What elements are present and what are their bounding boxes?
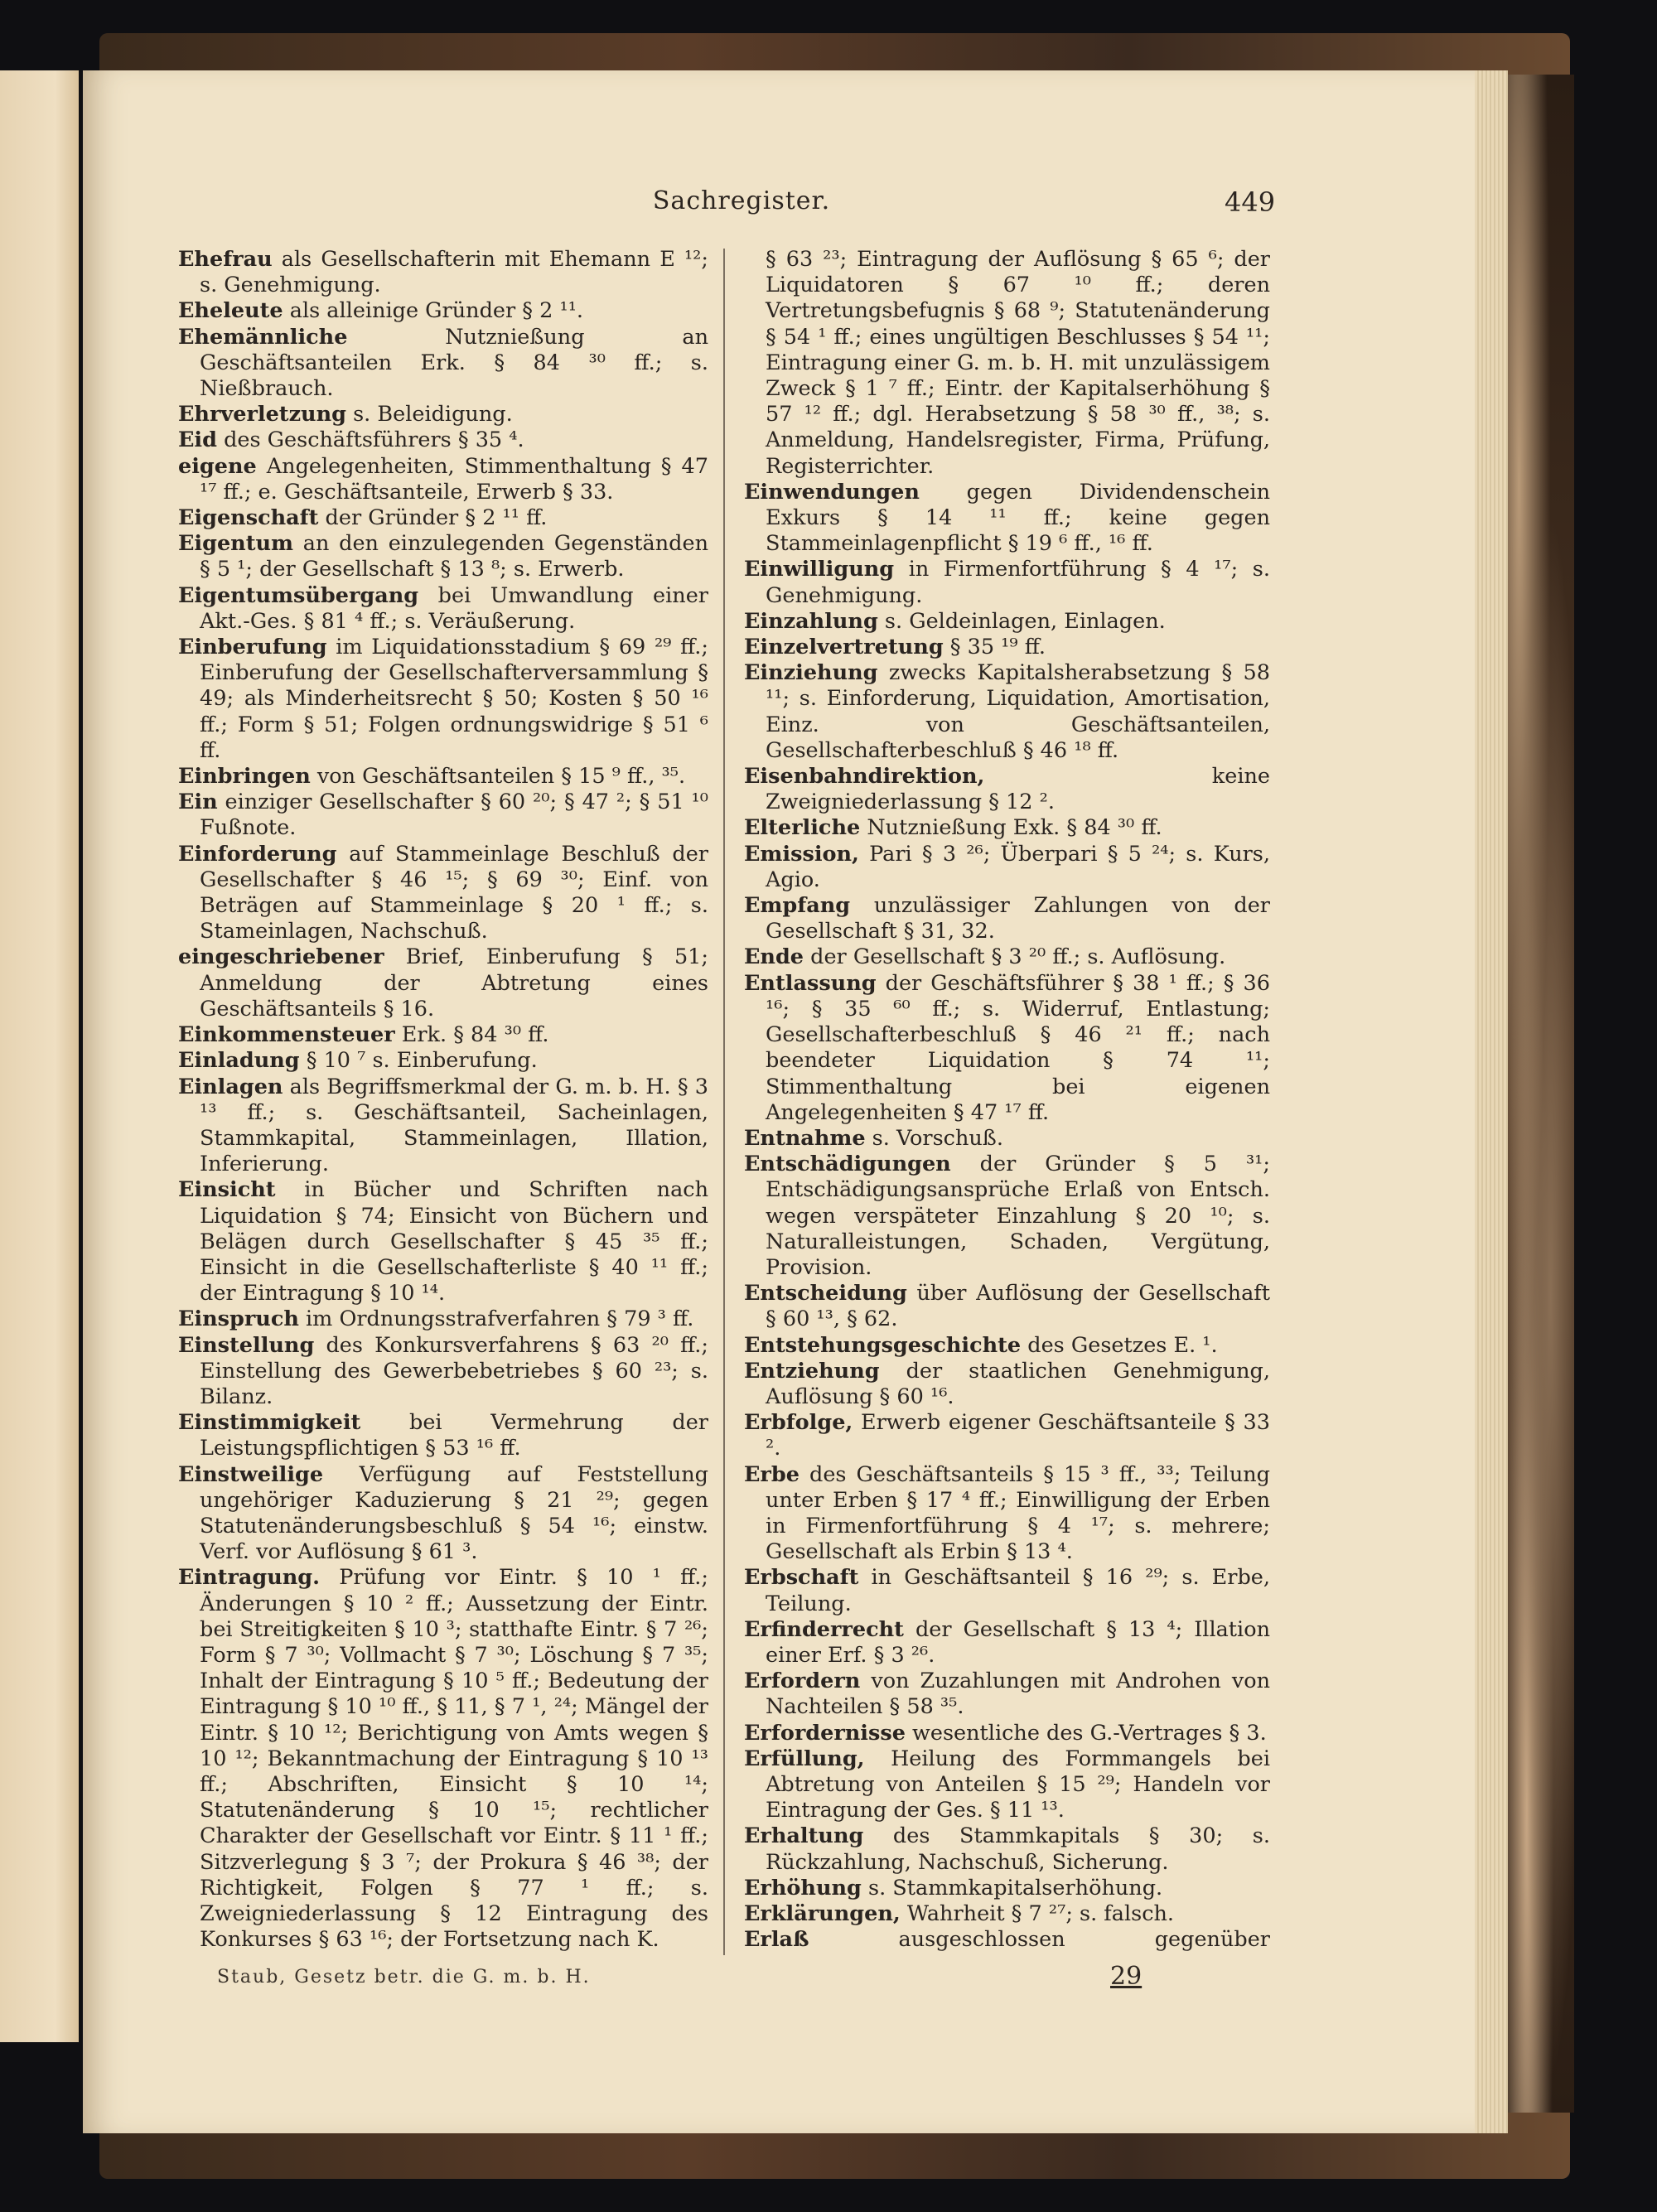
entry-text: § 63 ²³; Eintragung der Auflösung § 65 ⁶; der Liquidatoren § 67 ¹⁰ ff.; deren Vertretungsbefugnis § 68 ⁹; Statutenänderung § 54 ¹ ff.; eines ungültigen Beschlusses § 54 ¹¹; Eintragung einer G. m. b. H. mit unzulässigem Zweck § 1 ⁷ ff.; Eintr. der Kapitalserhöhung § 57 ¹² ff.; dgl. Herabsetzung § 58 ³⁰ ff., ³⁸; s. Anmeldung, Handelsregister, Firma, Prüfung, Registerrichter.	[766, 247, 1270, 479]
entry-headword: Empfang	[744, 893, 851, 919]
entry-text: Nutznießung an Geschäftsanteilen Erk. § 84 ³⁰ ff.; s. Nießbrauch.	[200, 324, 708, 402]
entry-text: bei Umwandlung einer Akt.-Ges. § 81 ⁴ ff.; s. Veräußerung.	[200, 582, 708, 634]
entry-text: von Zuzahlungen mit Androhen von Nachteilen § 58 ³⁵.	[766, 1669, 1270, 1720]
entry-text: des Gesetzes E. ¹.	[1021, 1332, 1218, 1358]
entry-text: an den einzulegenden Gegenständen § 5 ¹; der Gesellschaft § 13 ⁸; s. Erwerb.	[200, 531, 708, 582]
index-entry	[744, 1721, 1270, 1746]
entry-text: Prüfung vor Eintr. § 10 ¹ ff.; Änderungen § 10 ² ff.; Aussetzung der Eintr. bei Streitigkeiten § 10 ³; statthafte Eintr. § 7 ²⁶; Form § 7 ³⁰; Vollmacht § 7 ³⁰; Löschung § 7 ³⁵; Inhalt der Eintragung § 10 ⁵ ff.; Bedeutung der Eintragung § 10 ¹⁰ ff., § 11, § 7 ¹, ²⁴; Mängel der Eintr. § 10 ¹²; Berichtigung von Amts wegen § 10 ¹²; Bekanntmachung der Eintragung § 10 ¹³ ff.; Abschriften, Einsicht § 10 ¹⁴; Statutenänderung § 10 ¹⁵; rechtlicher Charakter der Gesellschaft vor Eintr. § 11 ¹ ff.; Sitzverlegung § 3 ⁷; der Prokura § 46 ³⁸; der Richtigkeit, Folgen § 77 ¹ ff.; s. Zweigniederlassung § 12 Eintragung des Konkurses § 63 ¹⁶; der Fortsetzung nach K.	[200, 1565, 708, 1953]
index-entry	[178, 1410, 708, 1461]
entry-text: in Geschäftsanteil § 16 ²⁹; s. Erbe, Teilung.	[766, 1565, 1270, 1616]
entry-text: des Stammkapitals § 30; s. Rückzahlung, Nachschuß, Sicherung.	[766, 1823, 1270, 1875]
entry-text: als alleinige Gründer § 2 ¹¹.	[283, 298, 584, 324]
index-entry	[744, 1823, 1270, 1875]
entry-headword: Einzahlung	[744, 608, 878, 634]
entry-headword: Erbe	[744, 1461, 800, 1487]
entry-text: in Firmenfortführung § 4 ¹⁷; s. Genehmigung.	[766, 557, 1270, 608]
entry-headword: Erhaltung	[744, 1823, 864, 1849]
entry-headword: Einstimmigkeit	[178, 1410, 361, 1436]
entry-headword: Eigentum	[178, 531, 294, 557]
entry-text: des Konkursverfahrens § 63 ²⁰ ff.; Einstellung des Gewerbebetriebes § 60 ²³; s. Bilanz.	[200, 1332, 708, 1409]
entry-text: Verfügung auf Feststellung ungehöriger Kaduzierung § 21 ²⁹; gegen Statutenänderungsbeschluß § 54 ¹⁶; einstw. Verf. vor Auflösung § 61 ³.	[200, 1461, 708, 1565]
entry-text: der Geschäftsführer § 38 ¹ ff.; § 36 ¹⁶; § 35 ⁶⁰ ff.; s. Widerruf, Entlastung; Gesellschafterbeschluß § 46 ²¹ ff.; nach beendeter Liquidation § 74 ¹¹; Stimmenthaltung bei eigenen Angelegenheiten § 47 ¹⁷ ff.	[766, 970, 1270, 1125]
index-column-right	[744, 247, 1270, 1954]
entry-text: der Gründer § 2 ¹¹ ff.	[318, 505, 548, 531]
entry-text: § 35 ¹⁹ ff.	[943, 635, 1046, 660]
index-entry	[744, 1359, 1270, 1410]
entry-text: § 10 ⁷ s. Einberufung.	[299, 1048, 538, 1074]
index-entry	[744, 1152, 1270, 1281]
entry-text: bei Vermehrung der Leistungspflichtigen § 53 ¹⁶ ff.	[200, 1410, 708, 1461]
entry-text: Erk. § 84 ³⁰ ff.	[394, 1022, 549, 1048]
index-entry	[178, 944, 708, 1022]
index-entry	[178, 454, 708, 505]
entry-headword: Einbringen	[178, 764, 311, 790]
page-number: 449	[1225, 186, 1276, 218]
index-column-left	[178, 247, 708, 1954]
entry-headword: Erfordern	[744, 1669, 861, 1694]
entry-headword: Einziehung	[744, 660, 878, 686]
index-entry	[744, 1669, 1270, 1720]
index-entry	[178, 1177, 708, 1306]
index-entry	[744, 842, 1270, 893]
entry-headword: Erfordernisse	[744, 1720, 906, 1746]
index-entry	[178, 1565, 708, 1953]
index-entry	[744, 1901, 1270, 1927]
entry-text: einziger Gesellschafter § 60 ²⁰; § 47 ²; § 51 ¹⁰ Fußnote.	[200, 790, 708, 841]
entry-text: s. Geldeinlagen, Einlagen.	[877, 608, 1166, 634]
entry-headword: Einwendungen	[744, 479, 920, 505]
entry-headword: Einkommensteuer	[178, 1022, 395, 1048]
entry-headword: Entlassung	[744, 970, 877, 996]
entry-text: s. Beleidigung.	[345, 402, 513, 427]
entry-headword: Einspruch	[178, 1306, 299, 1332]
entry-headword: Eid	[178, 427, 217, 453]
index-entry	[744, 660, 1270, 764]
index-entry	[178, 298, 708, 324]
index-entry	[178, 764, 708, 790]
entry-headword: Ende	[744, 944, 804, 970]
entry-text: unzulässiger Zahlungen von der Gesellschaft § 31, 32.	[766, 893, 1270, 944]
entry-headword: Ehefrau	[178, 247, 273, 272]
entry-text: des Geschäftsanteils § 15 ³ ff., ³³; Teilung unter Erben § 17 ⁴ ff.; Einwilligung der Erben in Firmenfortführung § 4 ¹⁷; s. mehrere; Gesellschaft als Erbin § 13 ⁴.	[766, 1461, 1270, 1565]
entry-text: der staatlichen Genehmigung, Auflösung § 60 ¹⁶.	[766, 1358, 1270, 1409]
entry-headword: Entziehung	[744, 1358, 880, 1384]
running-head: Sachregister.	[652, 186, 831, 215]
index-entry	[178, 1306, 708, 1332]
entry-text: Angelegenheiten, Stimmenthaltung § 47 ¹⁷ ff.; e. Geschäftsanteile, Erwerb § 33.	[200, 453, 708, 505]
entry-text: s. Vorschuß.	[865, 1125, 1003, 1151]
index-entry	[744, 1333, 1270, 1359]
signature-mark: 29	[1110, 1962, 1143, 1991]
entry-text: ausgeschlossen gegenüber	[898, 1927, 1270, 1953]
entry-headword: Erbschaft	[744, 1565, 859, 1591]
entry-text: als Gesellschafterin mit Ehemann E ¹²; s. Genehmigung.	[200, 247, 708, 298]
index-entry	[744, 893, 1270, 944]
footer-imprint: Staub, Gesetz betr. die G. m. b. H.	[217, 1967, 591, 1987]
entry-headword: Ehrverletzung	[178, 402, 346, 427]
entry-text: auf Stammeinlage Beschluß der Gesellschafter § 46 ¹⁵; § 69 ³⁰; Einf. von Beträgen auf Stammeinlage § 20 ¹ ff.; s. Stameinlagen, Nachschuß.	[200, 841, 708, 944]
entry-headword: Einsicht	[178, 1177, 276, 1203]
entry-headword: Entstehungsgeschichte	[744, 1332, 1022, 1358]
index-entry	[744, 1927, 1270, 1954]
index-entry	[744, 247, 1270, 480]
entry-headword: Entschädigungen	[744, 1152, 951, 1177]
entry-headword: Einwilligung	[744, 557, 895, 582]
column-divider	[723, 249, 725, 1955]
index-entry	[744, 635, 1270, 660]
entry-text: von Geschäftsanteilen § 15 ⁹ ff., ³⁵.	[310, 764, 686, 790]
index-entry	[744, 1746, 1270, 1824]
index-entry	[744, 480, 1270, 558]
entry-text: als Begriffsmerkmal der G. m. b. H. § 3 ¹³ ff.; s. Geschäftsanteil, Sacheinlagen, Stammkapital, Stammeinlagen, Illation, Inferierung.	[200, 1074, 708, 1177]
entry-text: Erwerb eigener Geschäftsanteile § 33 ².	[766, 1410, 1270, 1461]
entry-headword: Entscheidung	[744, 1281, 907, 1306]
entry-headword: Emission,	[744, 841, 859, 867]
index-entry	[178, 583, 708, 635]
entry-text: der Gesellschaft § 3 ²⁰ ff.; s. Auflösung.	[804, 944, 1226, 970]
entry-headword: Einzelvertretung	[744, 635, 944, 660]
index-entry	[178, 1022, 708, 1048]
entry-text: im Liquidationsstadium § 69 ²⁹ ff.; Einberufung der Gesellschafterversammlung § 49; als Minderheitsrecht § 50; Kosten § 50 ¹⁶ ff.; Form § 51; Folgen ordnungswidrige § 51 ⁶ ff.	[200, 635, 708, 763]
index-entry	[744, 609, 1270, 635]
entry-headword: Einstellung	[178, 1332, 315, 1358]
index-entry	[744, 971, 1270, 1126]
entry-text: im Ordnungsstrafverfahren § 79 ³ ff.	[298, 1306, 694, 1332]
index-entry	[178, 635, 708, 764]
entry-headword: Erklärungen,	[744, 1901, 901, 1926]
entry-headword: Eisenbahndirektion,	[744, 764, 985, 790]
index-entry	[744, 944, 1270, 970]
entry-headword: Eigentumsübergang	[178, 582, 419, 608]
entry-text: Brief, Einberufung § 51; Anmeldung der Abtretung eines Geschäftsanteils § 16.	[200, 944, 708, 1021]
index-entry	[178, 1048, 708, 1074]
entry-headword: Eigenschaft	[178, 505, 319, 531]
index-entry	[744, 1617, 1270, 1669]
entry-headword: Erhöhung	[744, 1875, 862, 1900]
index-entry	[178, 531, 708, 582]
entry-text: in Bücher und Schriften nach Liquidation § 74; Einsicht von Büchern und Belägen durch Gesellschafter § 45 ³⁵ ff.; Einsicht in die Gesellschafterliste § 40 ¹¹ ff.; der Eintragung § 10 ¹⁴.	[200, 1177, 708, 1306]
index-entry	[178, 842, 708, 945]
entry-headword: Elterliche	[744, 815, 861, 841]
entry-text: der Gesellschaft § 13 ⁴; Illation einer Erf. § 3 ²⁶.	[766, 1616, 1270, 1668]
index-entry	[178, 1333, 708, 1411]
entry-text: keine Zweigniederlassung § 12 ².	[766, 764, 1270, 815]
entry-headword: eigene	[178, 453, 257, 479]
entry-text: s. Stammkapitalserhöhung.	[861, 1875, 1163, 1900]
index-entry	[178, 402, 708, 427]
entry-text: des Geschäftsführers § 35 ⁴.	[216, 427, 524, 453]
entry-headword: Erfüllung,	[744, 1746, 865, 1771]
entry-text: gegen Dividendenschein Exkurs § 14 ¹¹ ff.; keine gegen Stammeinlagenpflicht § 19 ⁶ ff., ¹⁶ ff.	[766, 479, 1270, 557]
entry-text: Nutznießung Exk. § 84 ³⁰ ff.	[860, 815, 1162, 841]
entry-headword: Ehemännliche	[178, 324, 348, 350]
index-entry	[178, 1462, 708, 1566]
facing-page-edge	[0, 70, 79, 2042]
index-entry	[178, 247, 708, 298]
index-entry	[178, 325, 708, 403]
entry-headword: Einberufung	[178, 635, 327, 660]
index-entry	[178, 505, 708, 531]
entry-headword: Eheleute	[178, 298, 283, 324]
index-entry	[178, 1075, 708, 1178]
entry-text: Wahrheit § 7 ²⁷; s. falsch.	[900, 1901, 1175, 1926]
index-entry	[744, 1462, 1270, 1566]
entry-headword: Eintragung.	[178, 1565, 321, 1591]
index-entry	[178, 427, 708, 453]
entry-headword: Erfinderrecht	[744, 1616, 904, 1642]
entry-headword: Erbfolge,	[744, 1410, 853, 1436]
index-entry	[744, 1410, 1270, 1461]
index-entry	[744, 1876, 1270, 1901]
index-entry	[178, 790, 708, 841]
index-entry	[744, 1281, 1270, 1332]
entry-text: wesentliche des G.-Vertrages § 3.	[905, 1720, 1267, 1746]
entry-headword: Einstweilige	[178, 1461, 324, 1487]
entry-headword: Entnahme	[744, 1125, 866, 1151]
entry-text: zwecks Kapitalsherabsetzung § 58 ¹¹; s. Einforderung, Liquidation, Amortisation, Einz. von Geschäftsanteilen, Gesellschafterbeschluß § 46 ¹⁸ ff.	[766, 660, 1270, 763]
index-entry	[744, 1126, 1270, 1152]
entry-headword: Ein	[178, 790, 218, 815]
index-entry	[744, 1565, 1270, 1616]
entry-text: Pari § 3 ²⁶; Überpari § 5 ²⁴; s. Kurs, Agio.	[766, 841, 1270, 892]
entry-text: über Auflösung der Gesellschaft § 60 ¹³, § 62.	[766, 1281, 1270, 1332]
entry-headword: eingeschriebener	[178, 944, 384, 970]
index-entry	[744, 815, 1270, 841]
entry-headword: Einladung	[178, 1048, 300, 1074]
entry-headword: Einforderung	[178, 841, 337, 867]
index-entry	[744, 764, 1270, 815]
entry-headword: Einlagen	[178, 1074, 283, 1099]
entry-headword: Erlaß	[744, 1927, 809, 1953]
entry-text: Heilung des Formmangels bei Abtretung von Anteilen § 15 ²⁹; Handeln vor Eintragung der Ges. § 11 ¹³.	[766, 1746, 1270, 1823]
index-entry	[744, 557, 1270, 608]
entry-text: der Gründer § 5 ³¹; Entschädigungsansprüche Erlaß von Entsch. wegen verspäteter Einzahlung § 20 ¹⁰; s. Naturalleistungen, Schaden, Vergütung, Provision.	[766, 1152, 1270, 1280]
